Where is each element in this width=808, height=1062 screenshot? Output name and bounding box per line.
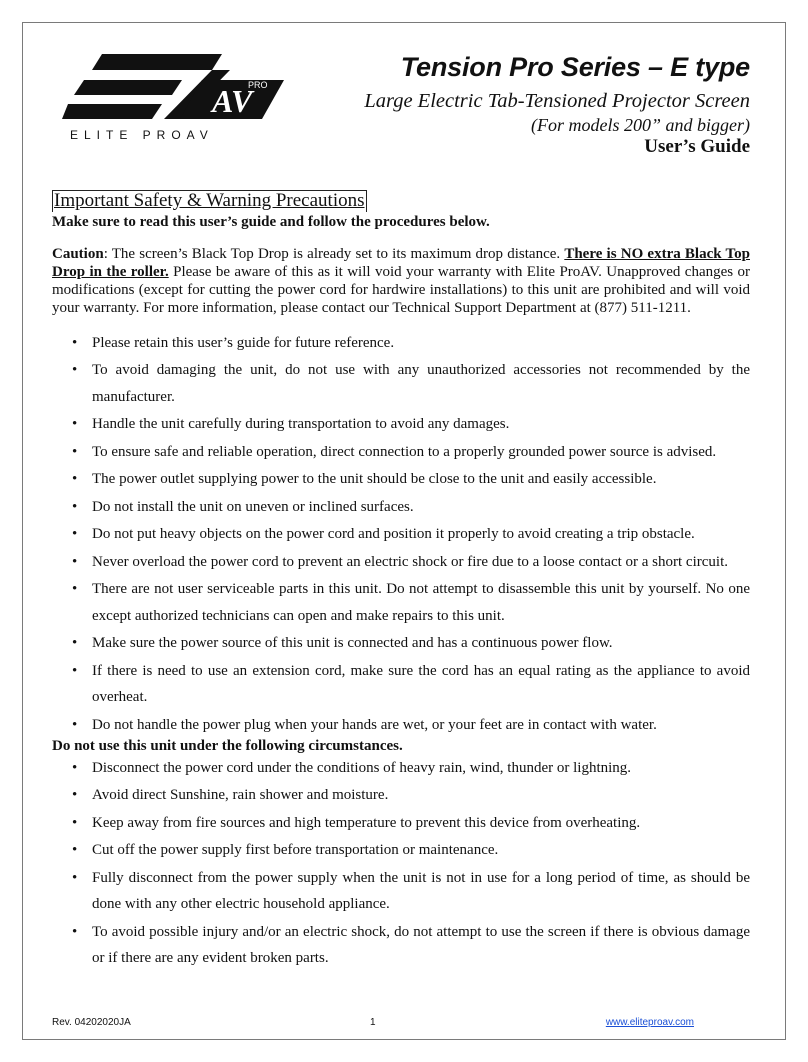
list-item: • There are not user serviceable parts in this unit. Do not attempt to disassemble this unit by yourself. No one except authorized technicians can open and make repairs to this unit. bbox=[52, 576, 750, 629]
list-item: • The power outlet supplying power to the unit should be close to the unit and easily accessible. bbox=[52, 466, 750, 493]
page-number: 1 bbox=[370, 1017, 376, 1028]
list-item: • Disconnect the power cord under the conditions of heavy rain, wind, thunder or lightning. bbox=[52, 755, 750, 782]
list-item: • Please retain this user’s guide for future reference. bbox=[52, 330, 750, 357]
list-item: • Do not handle the power plug when your hands are wet, or your feet are in contact with water. bbox=[52, 712, 750, 739]
list-item: • Keep away from fire sources and high temperature to prevent this device from overheating. bbox=[52, 810, 750, 837]
caution-emphasis: There is NO extra Black Top Drop in the roller. bbox=[52, 245, 750, 280]
section-heading: Important Safety & Warning Precautions bbox=[54, 190, 365, 211]
users-guide-label: User’s Guide bbox=[644, 136, 750, 157]
models-note: (For models 200” and bigger) bbox=[531, 115, 750, 135]
list-item: • Avoid direct Sunshine, rain shower and moisture. bbox=[52, 782, 750, 809]
website-link[interactable]: www.eliteproav.com bbox=[605, 1017, 694, 1028]
list-item: • To avoid possible injury and/or an electric shock, do not attempt to use the screen if there is obvious damage or if there are any evident broken parts. bbox=[52, 919, 750, 972]
intro-text: Make sure to read this user’s guide and follow the procedures below. bbox=[52, 213, 490, 230]
list-item: • Do not put heavy objects on the power cord and position it properly to avoid creating a trip obstacle. bbox=[52, 521, 750, 548]
list-item: • To avoid damaging the unit, do not use with any unauthorized accessories not recommended by the manufacturer. bbox=[52, 357, 750, 410]
list-item: • Cut off the power supply first before transportation or maintenance. bbox=[52, 837, 750, 864]
caution-paragraph bbox=[52, 245, 750, 317]
list-item: • Make sure the power source of this unit is connected and has a continuous power flow. bbox=[52, 630, 750, 657]
circumstances-heading: Do not use this unit under the following circumstances. bbox=[52, 738, 403, 755]
list-item: • If there is need to use an extension cord, make sure the cord has an equal rating as the appliance to avoid overheat. bbox=[52, 658, 750, 711]
safety-section bbox=[52, 190, 750, 972]
document-subtitle: Large Electric Tab-Tensioned Projector Screen bbox=[364, 90, 750, 112]
caution-text-2: Please be aware of this as it will void your warranty with Elite ProAV. Unapproved changes or modifications (except for cutting the power cord for hardwire installations) to this unit are prohibited and will void your warranty. For more information, please contact our Technical Support Department at (877) 511-1211. bbox=[52, 263, 750, 316]
revision-label: Rev. 04202020JA bbox=[52, 1017, 131, 1028]
logo-pro-text: PRO bbox=[248, 80, 268, 90]
list-item: • Never overload the power cord to prevent an electric shock or fire due to a loose contact or a short circuit. bbox=[52, 549, 750, 576]
precautions-list bbox=[52, 330, 750, 739]
logo-av-text: AV bbox=[212, 83, 253, 119]
elite-proav-logo bbox=[62, 50, 284, 145]
list-item: • Do not install the unit on uneven or inclined surfaces. bbox=[52, 494, 750, 521]
list-item: • Handle the unit carefully during transportation to avoid any damages. bbox=[52, 411, 750, 438]
logo-mark bbox=[62, 50, 284, 145]
list-item: • To ensure safe and reliable operation, direct connection to a properly grounded power source is advised. bbox=[52, 439, 750, 466]
circumstances-list bbox=[52, 755, 750, 972]
list-item: • Fully disconnect from the power supply when the unit is not in use for a long period of time, as should be done with any other electric household appliance. bbox=[52, 865, 750, 918]
caution-text-1: : The screen’s Black Top Drop is already set to its maximum drop distance. bbox=[103, 245, 565, 262]
document-title: Tension Pro Series – E type bbox=[400, 52, 750, 82]
logo-brand-text: ELITE PROAV bbox=[70, 128, 214, 142]
caution-label: Caution bbox=[52, 245, 104, 262]
